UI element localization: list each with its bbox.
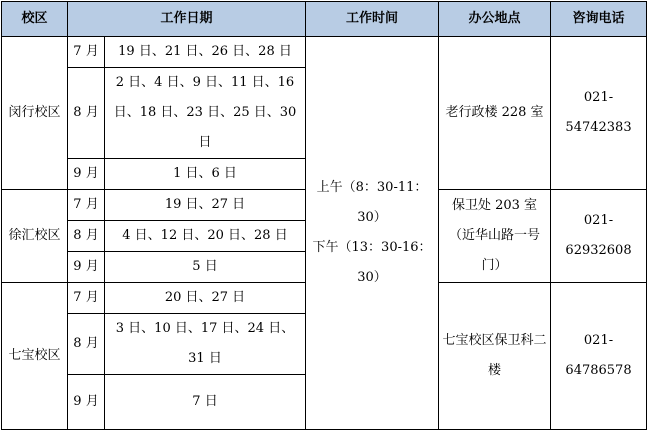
dates-cell: 4 日、12 日、20 日、28 日 (105, 221, 306, 252)
schedule-table (1, 1, 647, 430)
campus-name: 七宝校区 (2, 283, 68, 430)
location-cell: 老行政楼 228 室 (439, 37, 551, 190)
phone-cell: 021-62932608 (551, 190, 647, 283)
work-time-morning: 上午（8：30-11：30） (316, 180, 428, 225)
dates-cell: 7 日 (105, 375, 306, 430)
work-time-cell (306, 37, 439, 430)
month-cell: 9 月 (68, 252, 105, 283)
month-cell: 8 月 (68, 68, 105, 159)
dates-cell: 19 日、21 日、26 日、28 日 (105, 37, 306, 68)
dates-cell: 3 日、10 日、17 日、24 日、31 日 (105, 314, 306, 375)
month-cell: 9 月 (68, 375, 105, 430)
phone-cell: 021-64786578 (551, 283, 647, 430)
header-row (2, 2, 647, 37)
month-cell: 7 月 (68, 283, 105, 314)
header-work-date: 工作日期 (68, 2, 306, 37)
month-cell: 7 月 (68, 37, 105, 68)
campus-name: 徐汇校区 (2, 190, 68, 283)
dates-cell: 5 日 (105, 252, 306, 283)
table-row (2, 37, 647, 68)
work-time-afternoon: 下午（13：30-16：30） (312, 240, 432, 285)
phone-cell: 021-54742383 (551, 37, 647, 190)
location-cell: 七宝校区保卫科二楼 (439, 283, 551, 430)
header-location: 办公地点 (439, 2, 551, 37)
header-campus: 校区 (2, 2, 68, 37)
location-cell: 保卫处 203 室（近华山路一号门） (439, 190, 551, 283)
dates-cell: 1 日、6 日 (105, 159, 306, 190)
month-cell: 9 月 (68, 159, 105, 190)
campus-name: 闵行校区 (2, 37, 68, 190)
header-phone: 咨询电话 (551, 2, 647, 37)
month-cell: 8 月 (68, 221, 105, 252)
dates-cell: 20 日、27 日 (105, 283, 306, 314)
month-cell: 8 月 (68, 314, 105, 375)
dates-cell: 19 日、27 日 (105, 190, 306, 221)
month-cell: 7 月 (68, 190, 105, 221)
dates-cell: 2 日、4 日、9 日、11 日、16 日、18 日、23 日、25 日、30 日 (105, 68, 306, 159)
header-work-time: 工作时间 (306, 2, 439, 37)
